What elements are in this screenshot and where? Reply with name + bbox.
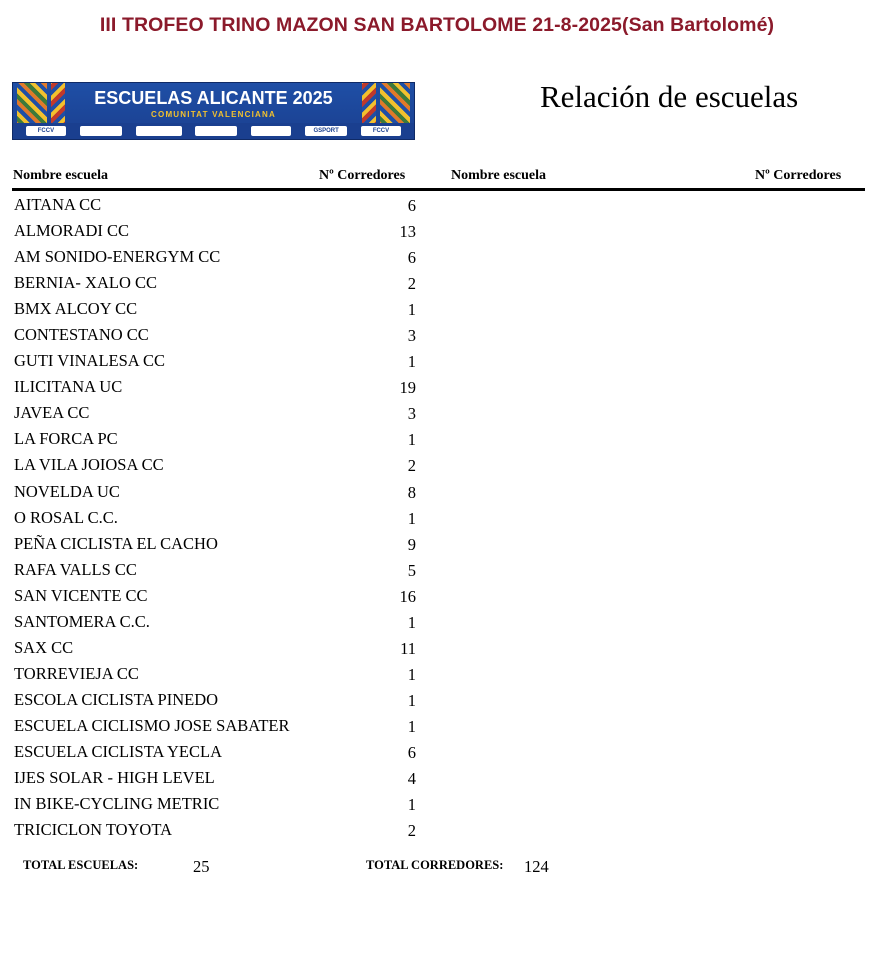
table-row: [14, 349, 416, 375]
table-row: [14, 688, 416, 714]
school-name: GUTI VINALESA CC: [14, 351, 165, 371]
school-name: TORREVIEJA CC: [14, 663, 139, 683]
school-name: BMX ALCOY CC: [14, 299, 138, 319]
rider-count: 6: [407, 196, 416, 215]
sponsor-logo: FCCV: [26, 126, 66, 136]
school-name: AM SONIDO-ENERGYM CC: [14, 247, 221, 267]
rider-count: 1: [407, 430, 416, 450]
table-row: [14, 193, 416, 219]
table-row: [14, 662, 416, 688]
sponsor-logo: [80, 126, 122, 136]
table-row: [14, 740, 416, 766]
sponsor-logo: FCCV: [361, 126, 401, 136]
school-name: SANTOMERA C.C.: [14, 611, 150, 631]
rider-count: 11: [400, 638, 416, 658]
rider-count: 1: [407, 716, 416, 736]
school-name: SAN VICENTE CC: [14, 585, 148, 605]
rider-count: 1: [407, 352, 416, 372]
school-name: BERNIA- XALO CC: [14, 273, 157, 293]
section-subtitle: Relación de escuelas: [540, 79, 799, 114]
rider-count: 5: [407, 560, 416, 580]
table-row: [14, 480, 416, 506]
school-name: ALMORADI CC: [14, 221, 130, 241]
rider-count: 1: [407, 612, 416, 632]
total-riders-label: TOTAL CORREDORES:: [366, 858, 504, 872]
sponsor-logo: GSPORT: [305, 126, 347, 136]
school-name: ESCUELA CICLISMO JOSE SABATER: [14, 715, 290, 735]
header-rule: [12, 188, 865, 191]
school-name: NOVELDA UC: [14, 481, 120, 501]
sponsor-logo: [136, 126, 182, 136]
school-name: RAFA VALLS CC: [14, 559, 137, 579]
column-header-count-left: Nº Corredores: [319, 168, 406, 183]
rider-count: 6: [407, 248, 416, 268]
table-row: [14, 558, 416, 584]
school-name: O ROSAL C.C.: [14, 507, 118, 527]
rider-count: 1: [407, 795, 416, 815]
sponsor-logo: [195, 126, 237, 136]
school-name: CONTESTANO CC: [14, 325, 149, 345]
table-row: [14, 453, 416, 479]
table-row: [14, 636, 416, 662]
rider-count: 1: [407, 508, 416, 528]
table-row: [14, 818, 416, 844]
school-name: AITANA CC: [14, 195, 102, 214]
table-row: [14, 506, 416, 532]
banner-subtitle: COMUNITAT VALENCIANA: [151, 110, 276, 119]
table-row: [14, 375, 416, 401]
column-header-name-right: Nombre escuela: [451, 168, 546, 183]
school-name: TRICICLON TOYOTA: [14, 820, 173, 840]
column-header-name-left: Nombre escuela: [13, 168, 108, 183]
school-name: JAVEA CC: [14, 403, 90, 423]
escuelas-alicante-banner-logo: [12, 82, 415, 140]
table-row: [14, 245, 416, 271]
schools-table: [14, 193, 416, 844]
table-row: [14, 532, 416, 558]
school-name: ILICITANA UC: [14, 377, 123, 397]
school-name: LA FORCA PC: [14, 429, 118, 449]
rider-count: 13: [399, 222, 416, 242]
rider-count: 2: [407, 456, 416, 476]
school-name: ESCOLA CICLISTA PINEDO: [14, 689, 219, 709]
rider-count: 2: [407, 274, 416, 294]
table-row: [14, 219, 416, 245]
school-name: IJES SOLAR - HIGH LEVEL: [14, 768, 215, 788]
rider-count: 1: [407, 690, 416, 710]
rider-count: 3: [407, 404, 416, 424]
rider-count: 9: [407, 534, 416, 554]
banner-sponsor-strip: [13, 123, 414, 139]
total-schools-label: TOTAL ESCUELAS:: [23, 858, 139, 872]
table-row: [14, 792, 416, 818]
column-header-count-right: Nº Corredores: [755, 168, 842, 183]
rider-count: 4: [407, 769, 416, 789]
table-row: [14, 584, 416, 610]
rider-count: 8: [407, 482, 416, 502]
rider-count: 1: [407, 664, 416, 684]
rider-count: 16: [399, 586, 416, 606]
school-name: SAX CC: [14, 637, 74, 657]
table-row: [14, 610, 416, 636]
table-row: [14, 323, 416, 349]
school-name: IN BIKE-CYCLING METRIC: [14, 794, 220, 814]
total-schools-value: 25: [193, 857, 210, 876]
rider-count: 6: [407, 742, 416, 762]
table-row: [14, 297, 416, 323]
table-row: [14, 271, 416, 297]
table-row: [14, 401, 416, 427]
table-row: [14, 766, 416, 792]
rider-count: 19: [399, 378, 416, 398]
school-name: LA VILA JOIOSA CC: [14, 455, 164, 475]
table-row: [14, 427, 416, 453]
page-title: III TROFEO TRINO MAZON SAN BARTOLOME 21-8-2025(San Bartolomé): [99, 14, 775, 36]
rider-count: 1: [407, 300, 416, 320]
sponsor-logo: [251, 126, 291, 136]
table-row: [14, 714, 416, 740]
rider-count: 2: [407, 821, 416, 841]
school-name: ESCUELA CICLISTA YECLA: [14, 741, 222, 761]
banner-title: ESCUELAS ALICANTE 2025: [94, 88, 333, 108]
school-name: PEÑA CICLISTA EL CACHO: [14, 533, 218, 553]
rider-count: 3: [407, 326, 416, 346]
total-riders-value: 124: [524, 857, 549, 876]
